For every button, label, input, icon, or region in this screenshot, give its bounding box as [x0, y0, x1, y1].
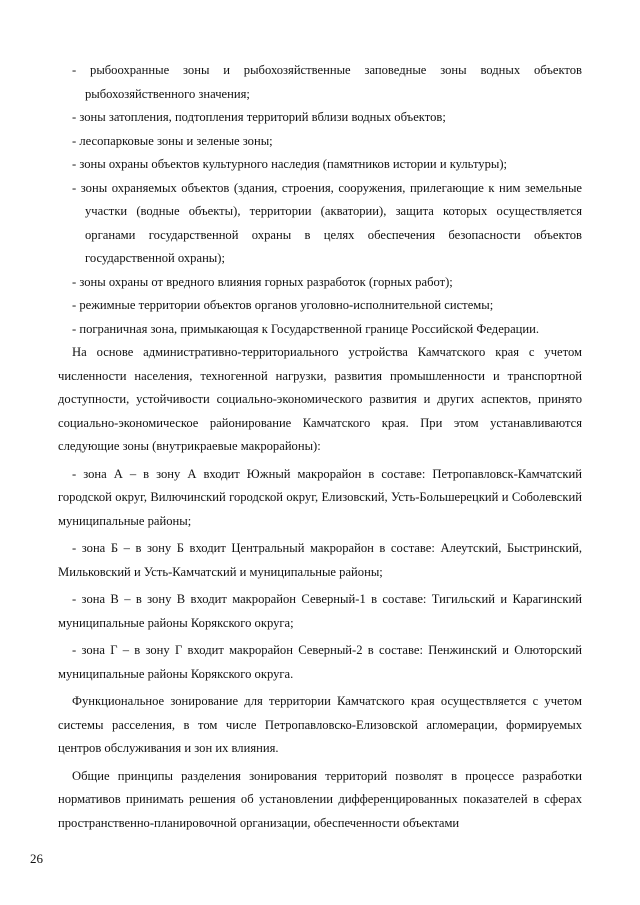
zone-item: - зона Б – в зону Б входит Центральный макрорайон в составе: Алеутский, Быстринский, Мильковский и Усть-Камчатский и муниципальные районы; — [58, 541, 582, 579]
list-item: - зоны охраны объектов культурного наследия (памятников истории и культуры); — [72, 157, 508, 171]
list-item: - зоны затопления, подтопления территорий вблизи водных объектов; — [72, 110, 446, 124]
list-item: - рыбоохранные зоны и рыбохозяйственные заповедные зоны водных объектов рыбохозяйственного значения; — [72, 63, 582, 101]
list-item: - пограничная зона, примыкающая к Государственной границе Российской Федерации. — [72, 321, 540, 336]
paragraph-functional: Функциональное зонирование для территории Камчатского края осуществляется с учетом системы расселения, в том числе Петропавловско-Елизовской агломерации, формируемых центров обслуживания и зон их влияния. — [58, 694, 582, 755]
paragraph-regioning: На основе административно-территориального устройства Камчатского края с учетом численности населения, техногенной нагрузки, развития промышленности и транспортной доступности, устойчивости социально-экономического развития и других аспектов, принято социально-экономическое районирование Камчатского края. При этом устанавливаются следующие зоны (внутрикраевые макрорайоны): — [58, 345, 582, 453]
page-content — [58, 59, 582, 835]
list-item: - лесопарковые зоны и зеленые зоны; — [72, 133, 273, 148]
list-item: - режимные территории объектов органов уголовно-исполнительной системы; — [72, 298, 494, 312]
list-item: - зоны охраняемых объектов (здания, строения, сооружения, прилегающие к ним земельные участки (водные объекты), территории (акватории), защита которых осуществляется органами государственной охраны в целях обеспечения безопасности объектов государственной охраны); — [72, 180, 582, 265]
list-item: - зоны охраны от вредного влияния горных разработок (горных работ); — [72, 274, 453, 289]
page-number: 26 — [30, 851, 43, 866]
zone-item: - зона А – в зону А входит Южный макрорайон в составе: Петропавловск-Камчатский городской округ, Вилючинский городской округ, Елизовский, Усть-Большерецкий и Соболевский муниципальные районы; — [58, 466, 582, 528]
paragraph-principles: Общие принципы разделения зонирования территорий позволят в процессе разработки нормативов принимать решения об установлении дифференцированных показателей в сферах пространственно-планировочной организации, обеспеченности объектами — [58, 768, 582, 830]
zone-item: - зона В – в зону В входит макрорайон Северный-1 в составе: Тигильский и Карагинский муниципальные районы Корякского округа; — [58, 592, 582, 630]
zone-item: - зона Г – в зону Г входит макрорайон Северный-2 в составе: Пенжинский и Олюторский муниципальные районы Корякского округа. — [58, 643, 582, 681]
